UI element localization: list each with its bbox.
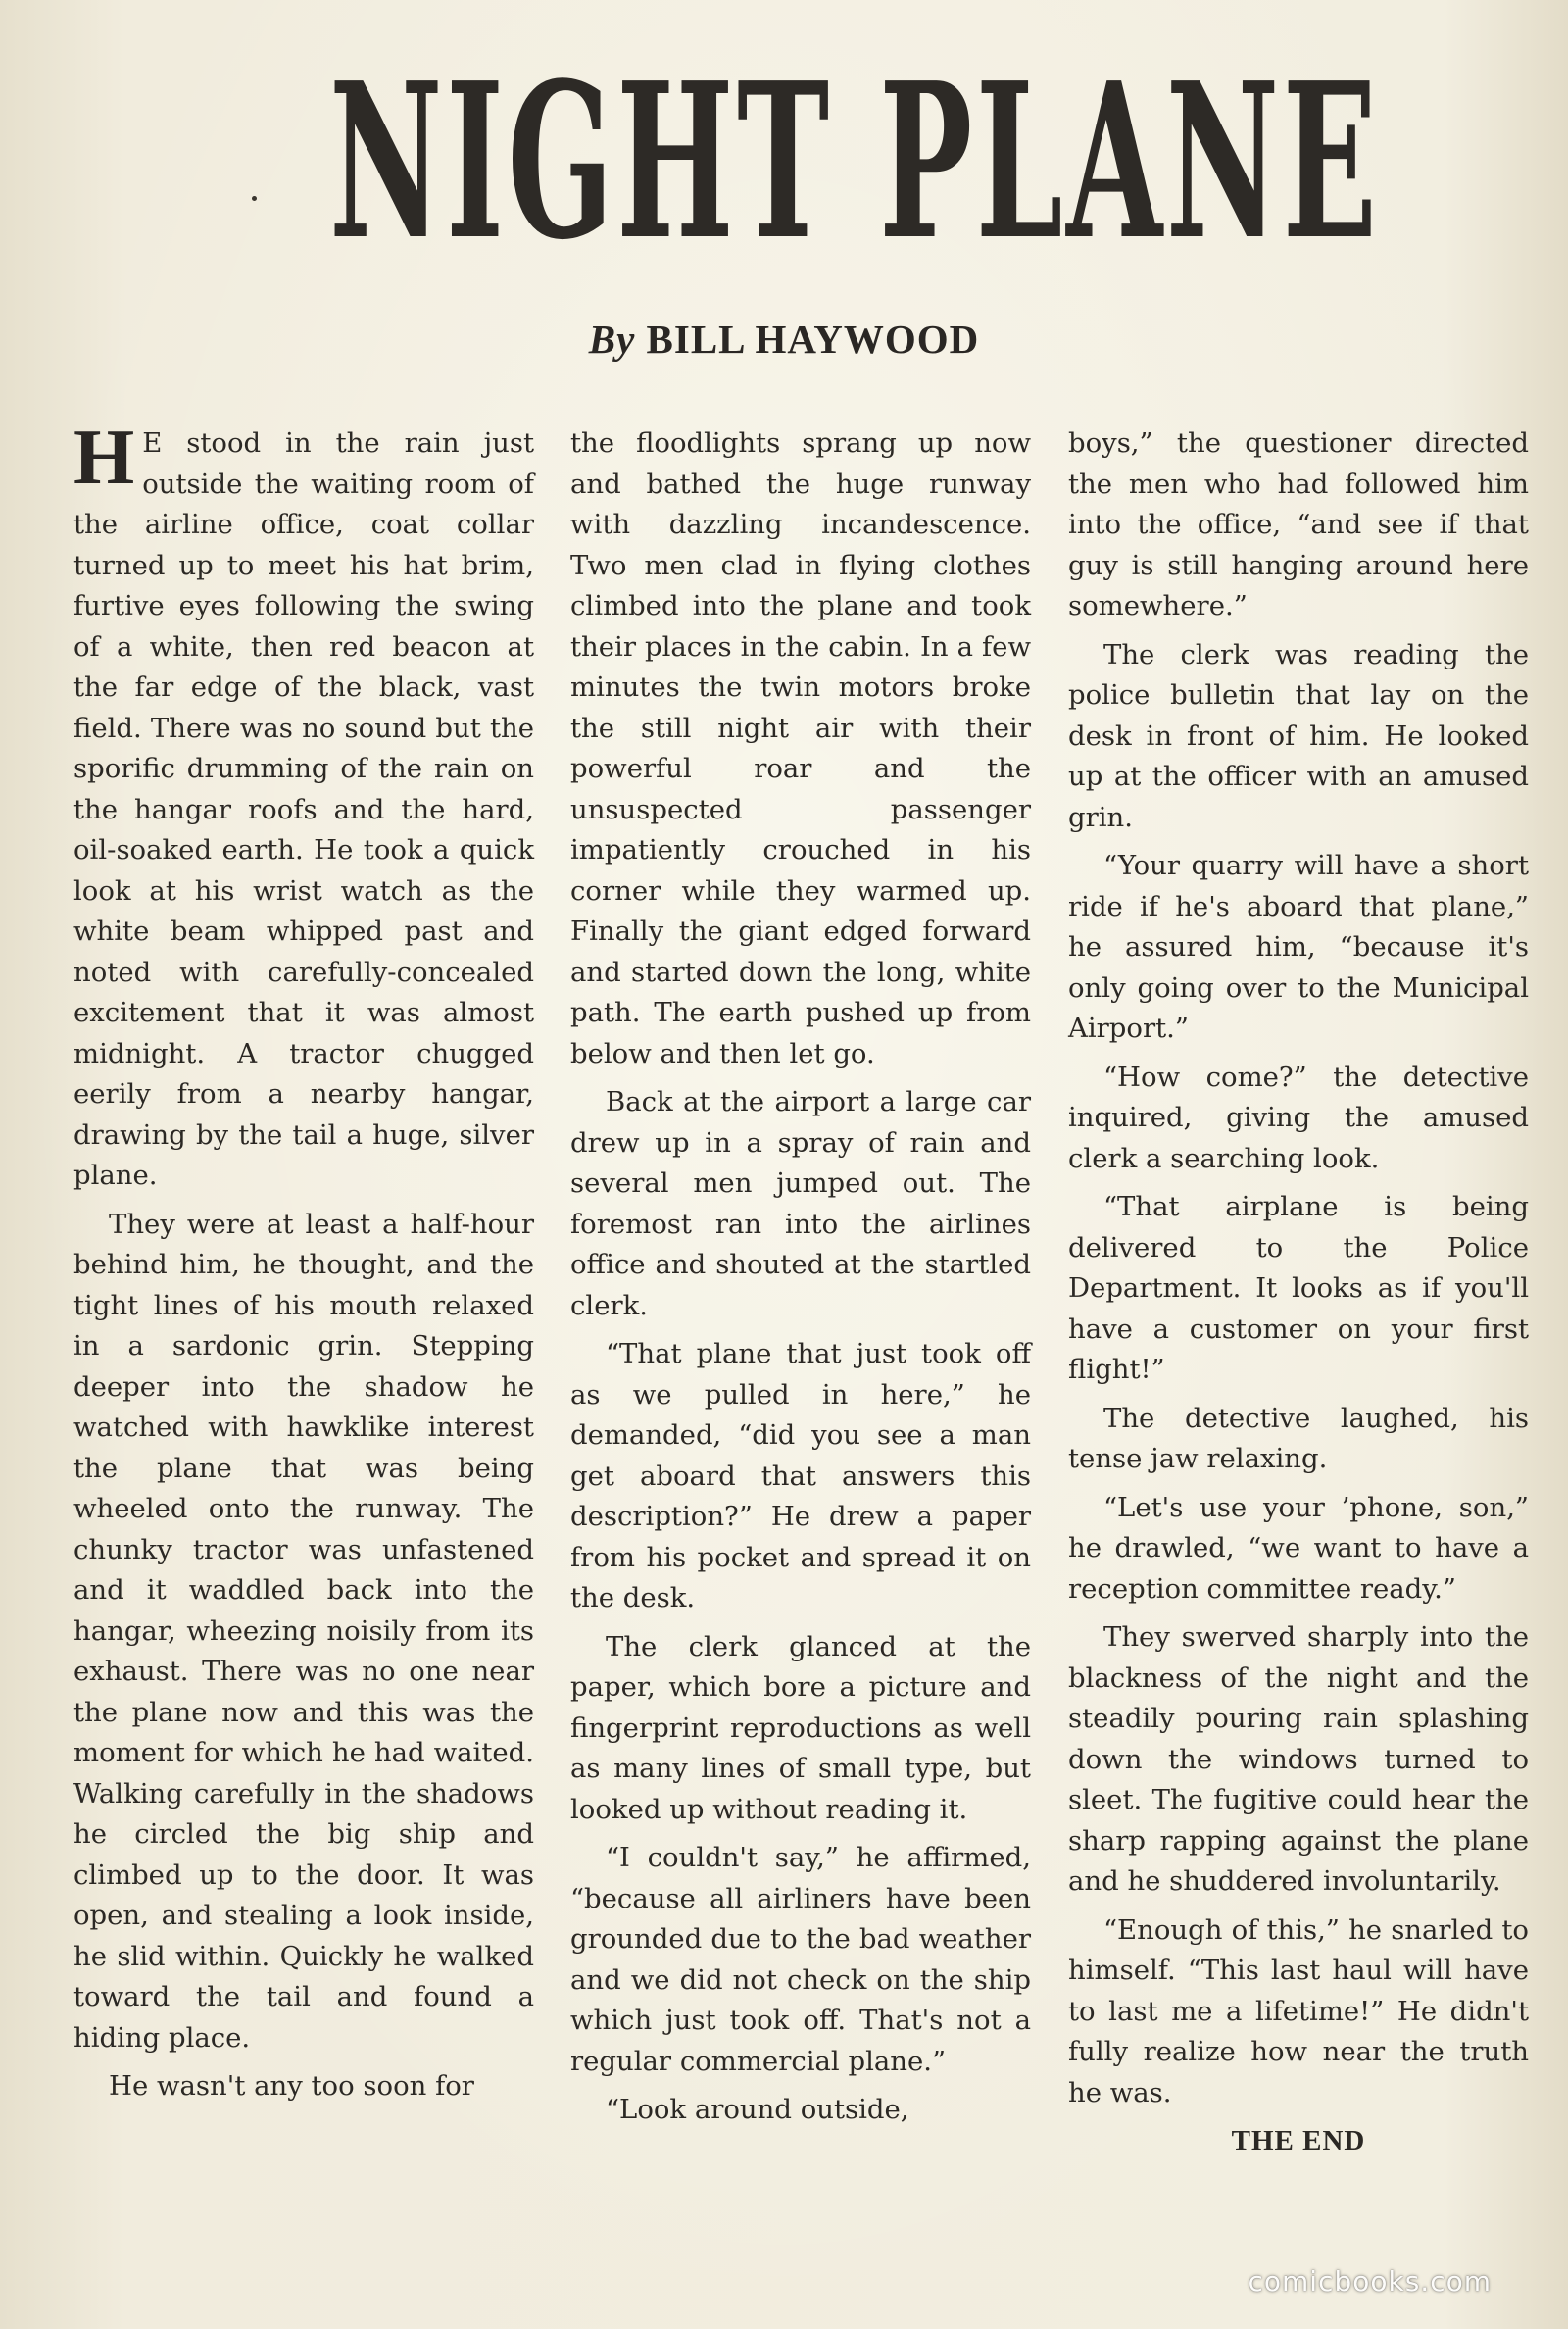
paragraph: They were at least a half-hour behind him, he thought, and the tight lines of his mouth relaxed in a sardonic grin. Stepping deeper into the shadow he watched with hawklike interest the plane that was being wheeled onto the runway. The chunky tractor was unfastened and it waddled back into the hangar, wheezing noisily from its exhaust. There was no one near the plane now and this was the moment for which he had waited. Walking carefully in the shadows he circled the big ship and climbed up to the door. It was open, and stealing a look inside, he slid within. Quickly he walked toward the tail and found a hiding place.: [74, 1208, 534, 2054]
drop-cap: H: [74, 415, 135, 501]
paragraph: “Your quarry will have a short ride if he's aboard that plane,” he assured him, “because it's only going over to the Municipal Airport.”: [1068, 850, 1529, 1044]
the-end-label: THE END: [1231, 2125, 1366, 2156]
text-column-3: [1068, 423, 1529, 2162]
paragraph: They swerved sharply into the blackness of the night and the steadily pouring rain splashing down the windows turned to sleet. The fugitive could hear the sharp rapping against the plane and he shuddered involuntarily.: [1068, 1621, 1529, 1897]
paragraph: The clerk was reading the police bulletin that lay on the desk in front of him. He looked up at the officer with an amused grin.: [1068, 638, 1529, 833]
paragraph: boys,” the questioner directed the men who had followed him into the office, “and see if that guy is still hanging around here somewhere.”: [1068, 427, 1529, 621]
paragraph: The clerk glanced at the paper, which bore a picture and fingerprint reproductions as well as many lines of small type, but looked up without reading it.: [570, 1630, 1031, 1825]
paragraph-text: E stood in the rain just outside the waiting room of the airline office, coat collar turned up to meet his hat brim, furtive eyes following the swing of a white, then red beacon at the far edge of the black, vast field. There was no sound but the sporific drumming of the rain on the hangar roofs and the hard, oil-soaked earth. He took a quick look at his wrist watch as the white beam whipped past and noted with carefully-concealed excitement that it was almost midnight. A tractor chugged eerily from a nearby hangar, drawing by the tail a huge, silver plane.: [74, 427, 534, 1191]
text-column-2: [570, 423, 1031, 2139]
paragraph: the floodlights sprang up now and bathed the huge runway with dazzling incandescence. Two men clad in flying clothes climbed into the plane and took their places in the cabin. In a few minutes the twin motors broke the still night air with their powerful roar and the unsuspected passenger impatiently crouched in his corner while they warmed up. Finally the giant edged forward and started down the long, white path. The earth pushed up from below and then let go.: [570, 427, 1031, 1069]
paragraph: Back at the airport a large car drew up in a spray of rain and several men jumped out. The foremost ran into the airlines office and shouted at the startled clerk.: [570, 1086, 1031, 1321]
paragraph: “Look around outside,: [606, 2094, 909, 2125]
paragraph: “Enough of this,” he snarled to himself. “This last haul will have to last me a lifetime!” He didn't fully realize how near the truth he was.: [1068, 1913, 1529, 2108]
paragraph: He wasn't any too soon for: [109, 2070, 474, 2102]
paragraph: “That plane that just took off as we pulled in here,” he demanded, “did you see a man get aboard that answers this description?” He drew a paper from his pocket and spread it on the desk.: [570, 1338, 1031, 1613]
paragraph: “How come?” the detective inquired, giving the amused clerk a searching look.: [1068, 1061, 1529, 1174]
watermark: comicbooks.com: [1248, 2265, 1492, 2298]
byline-by: By: [588, 317, 636, 362]
story-title: NIGHT PLANE: [329, 36, 1381, 287]
byline-author: BILL HAYWOOD: [646, 317, 980, 362]
print-speck: [252, 196, 257, 201]
paragraph: “That airplane is being delivered to the Police Department. It looks as if you'll have a customer on your first flight!”: [1068, 1191, 1529, 1385]
byline: [0, 316, 1568, 363]
paragraph: [74, 415, 534, 1197]
paragraph: The detective laughed, his tense jaw relaxing.: [1068, 1402, 1529, 1474]
paragraph: “I couldn't say,” he affirmed, “because all airliners have been grounded due to the bad weather and we did not check on the ship which just took off. That's not a regular commercial plane.”: [570, 1842, 1031, 2077]
paragraph: “Let's use your ’phone, son,” he drawled, “we want to have a reception committee ready.”: [1068, 1491, 1529, 1605]
text-column-1: [74, 415, 534, 2115]
